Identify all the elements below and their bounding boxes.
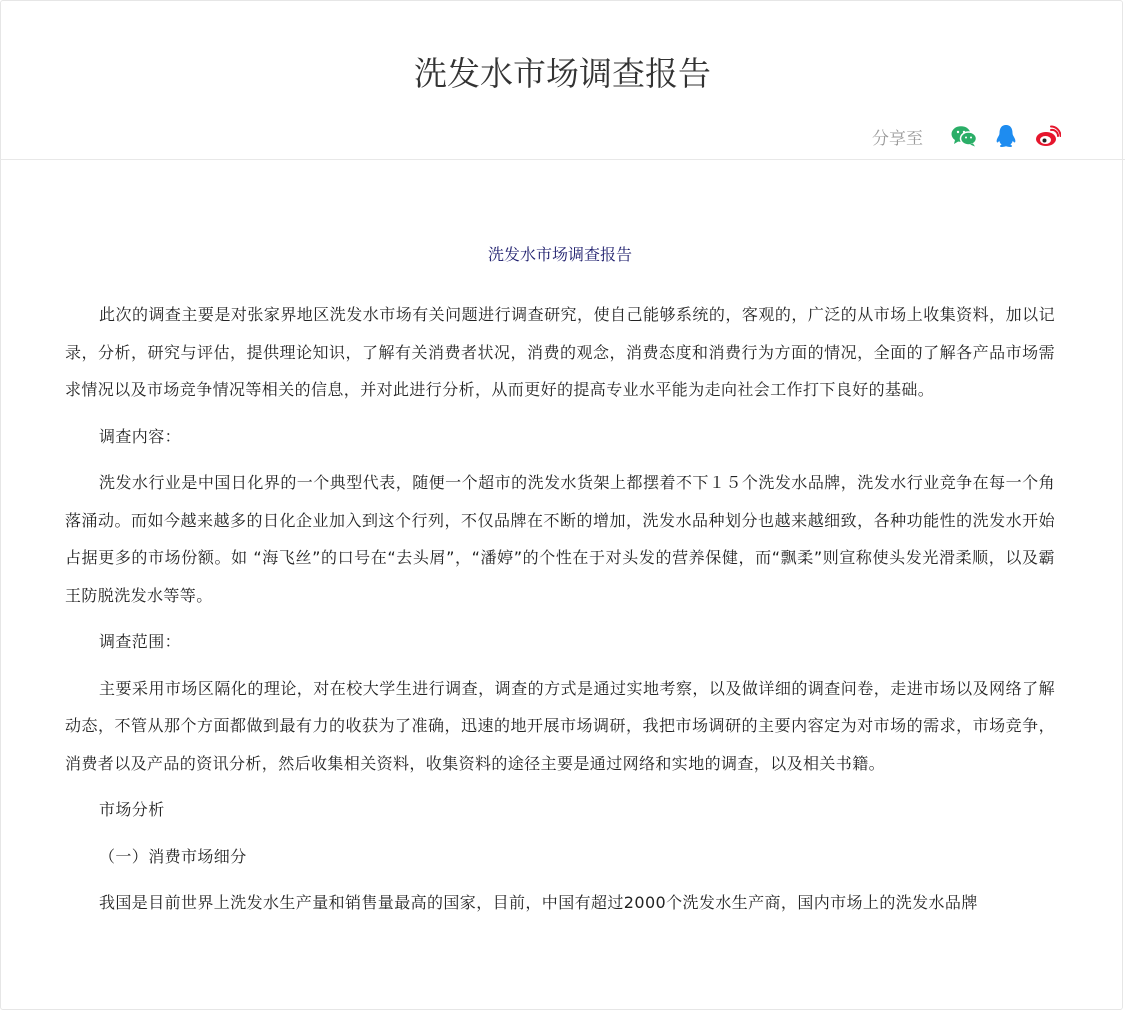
- share-qq-button[interactable]: [991, 122, 1021, 150]
- section-heading: 调查范围：: [99, 632, 182, 651]
- article-paragraph: 此次的调查主要是对张家界地区洗发水市场有关问题进行调查研究，使自己能够系统的，客观的，广泛的从市场上收集资料，加以记录，分析，研究与评估，提供理论知识，了解有关消费者状况，消费的观念，消费态度和消费行为方面的情况，全面的了解各产品市场需求情况以及市场竞争情况等相关的信息，并对此进行分析，从而更好的提高专业水平能为走向社会工作打下良好的基础。: [65, 305, 1055, 399]
- share-label: 分享至: [872, 128, 923, 149]
- share-bar: [872, 122, 1063, 150]
- article-paragraph: 洗发水行业是中国日化界的一个典型代表，随便一个超市的洗发水货架上都摆着不下１５个洗发水品牌，洗发水行业竞争在每一个角落涌动。而如今越来越多的日化企业加入到这个行列，不仅品牌在不断的增加，洗发水品种划分也越来越细致，各种功能性的洗发水开始占据更多的市场份额。如 “海飞丝”的口号在“去头屑”，“潘婷”的个性在于对头发的营养保健，而“飘柔”则宣称使头发光滑柔顺，以及霸王防脱洗发水等等。: [65, 473, 1055, 605]
- article-paragraph: 主要采用市场区隔化的理论，对在校大学生进行调查，调查的方式是通过实地考察，以及做详细的调查问卷，走进市场以及网络了解动态，不管从那个方面都做到最有力的收获为了准确，迅速的地开展市场调研，我把市场调研的主要内容定为对市场的需求，市场竞争，消费者以及产品的资讯分析，然后收集相关资料，收集资料的途径主要是通过网络和实地的调查，以及相关书籍。: [65, 678, 1055, 773]
- article-body: [65, 236, 1055, 922]
- page-title: 洗发水市场调查报告: [414, 54, 711, 93]
- page-header: [0, 0, 1125, 160]
- wechat-icon: [951, 125, 977, 147]
- weibo-icon: [1035, 125, 1061, 147]
- qq-icon: [995, 124, 1017, 148]
- section-heading: 调查内容：: [99, 426, 182, 446]
- article-paragraph: 我国是目前世界上洗发水生产量和销售量最高的国家，目前，中国有超过2000个洗发水生产商，国内市场上的洗发水品牌: [99, 893, 978, 912]
- section-heading: （一）消费市场细分: [99, 846, 247, 866]
- section-heading: 市场分析: [99, 800, 165, 819]
- share-wechat-button[interactable]: [949, 122, 979, 150]
- share-weibo-button[interactable]: [1033, 122, 1063, 150]
- article-title: 洗发水市场调查报告: [487, 245, 632, 264]
